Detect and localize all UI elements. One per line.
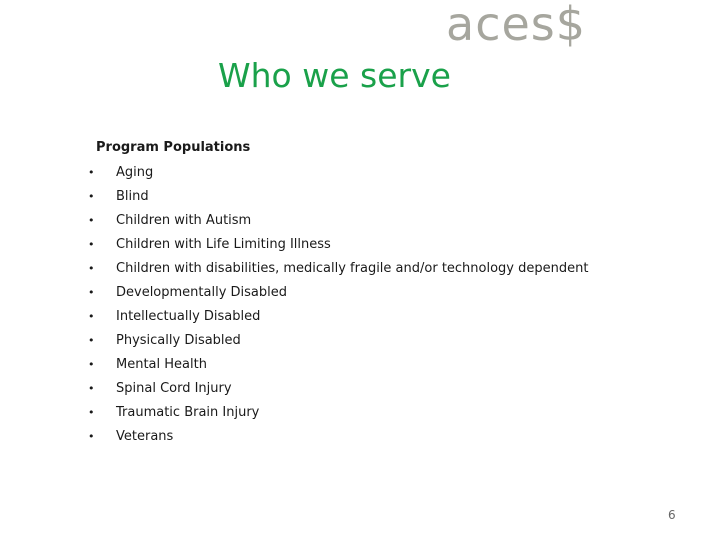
aces-logo: aces$ <box>446 0 587 51</box>
list-item-text: Developmentally Disabled <box>116 285 288 300</box>
bullet-icon: • <box>88 310 95 323</box>
list-item-text: Veterans <box>116 429 174 444</box>
bullet-icon: • <box>88 358 95 371</box>
bullet-icon: • <box>88 262 95 275</box>
bullet-icon: • <box>88 334 95 347</box>
bullet-icon: • <box>88 238 95 251</box>
list-item-text: Physically Disabled <box>116 333 241 348</box>
list-item-text: Spinal Cord Injury <box>116 381 232 396</box>
bullet-icon: • <box>88 190 95 203</box>
bullet-icon: • <box>88 406 95 419</box>
bullet-icon: • <box>88 286 95 299</box>
list-item-text: Aging <box>116 165 154 180</box>
list-item-text: Mental Health <box>116 357 207 372</box>
page-number: 6 <box>668 508 676 522</box>
list-item-text: Children with Autism <box>116 213 252 228</box>
list-item-text: Children with disabilities, medically fragile and/or technology dependent <box>116 261 589 276</box>
list-item-text: Children with Life Limiting Illness <box>116 237 331 252</box>
list-item-text: Blind <box>116 189 149 204</box>
slide-title: Who we serve <box>218 56 451 95</box>
bullet-icon: • <box>88 166 95 179</box>
bullet-icon: • <box>88 382 95 395</box>
section-label: Program Populations <box>96 140 251 155</box>
bullet-icon: • <box>88 214 95 227</box>
list-item-text: Intellectually Disabled <box>116 309 261 324</box>
bullet-icon: • <box>88 430 95 443</box>
list-item-text: Traumatic Brain Injury <box>116 405 260 420</box>
